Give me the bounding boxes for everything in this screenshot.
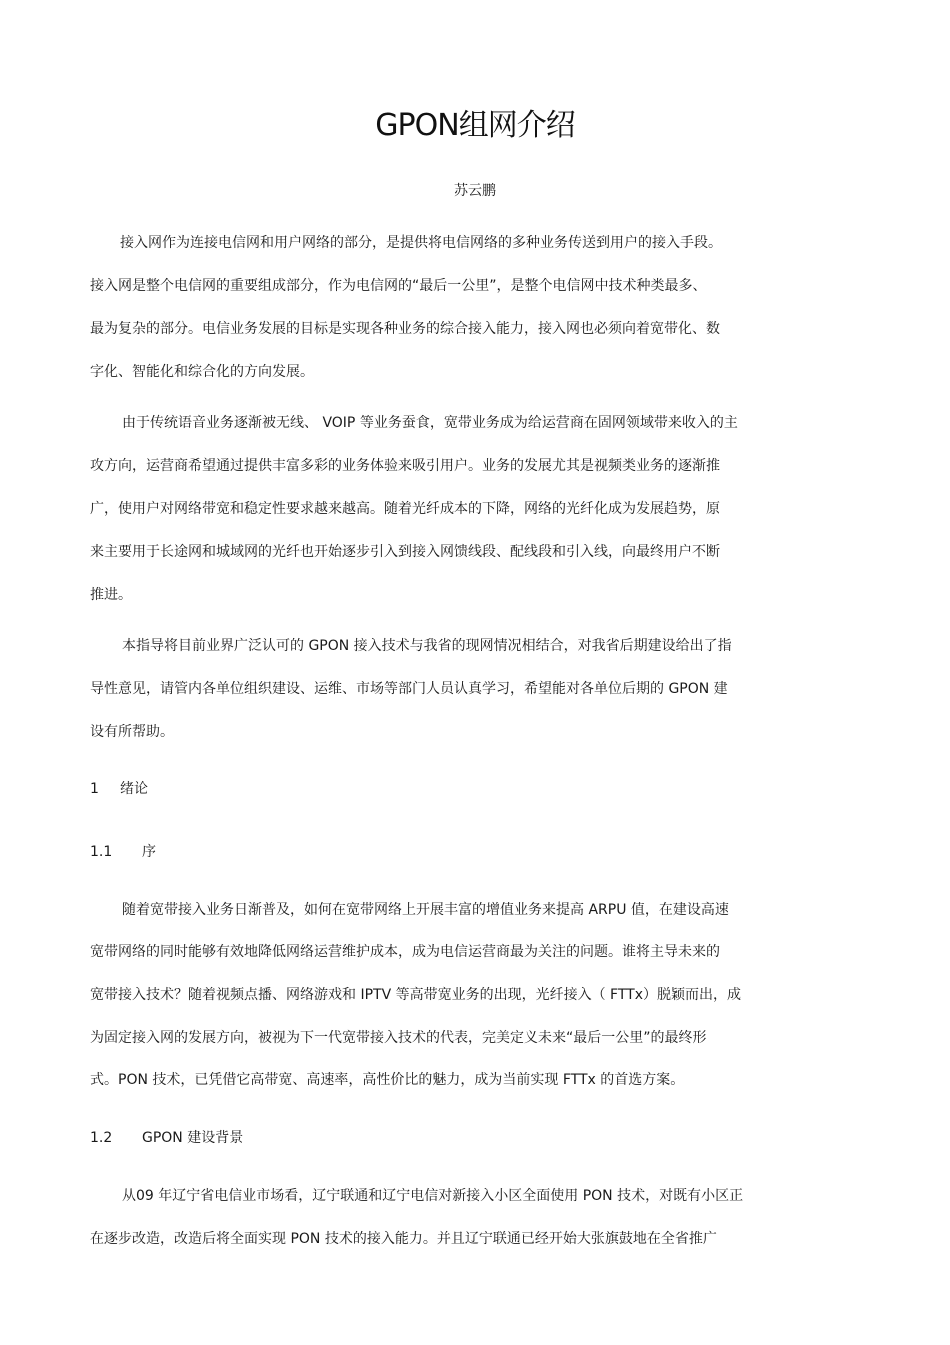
- paragraph-line: 式。PON 技术，已凭借它高带宽、高速率，高性价比的魅力，成为当前实现 FTTx 的首选方案。: [90, 1072, 685, 1088]
- paragraph-line: 随着宽带接入业务日渐普及，如何在宽带网络上开展丰富的增值业务来提高 ARPU 值，在建设高速: [122, 902, 729, 918]
- paragraph-line: 宽带网络的同时能够有效地降低网络运营维护成本，成为电信运营商最为关注的问题。谁将主导未来的: [90, 944, 720, 960]
- paragraph-line: 由于传统语音业务逐渐被无线、 VOIP 等业务蚕食，宽带业务成为给运营商在固网领域带来收入的主: [122, 415, 738, 431]
- subsection-heading: [90, 842, 156, 862]
- section-title: GPON 建设背景: [142, 1130, 244, 1146]
- document-author: 苏云鹏: [454, 183, 496, 199]
- paragraph-line: 最为复杂的部分。电信业务发展的目标是实现各种业务的综合接入能力，接入网也必须向着宽带化、数: [90, 321, 720, 337]
- section-number: 1: [90, 781, 99, 797]
- paragraph-line: 为固定接入网的发展方向，被视为下一代宽带接入技术的代表，完美定义未来“最后一公里”的最终形: [90, 1030, 707, 1046]
- section-number: 1.2: [90, 1130, 113, 1146]
- paragraph-line: 本指导将目前业界广泛认可的 GPON 接入技术与我省的现网情况相结合，对我省后期建设给出了指: [122, 638, 732, 654]
- document-title: GPON组网介绍: [375, 108, 575, 143]
- paragraph-line: 从09 年辽宁省电信业市场看，辽宁联通和辽宁电信对新接入小区全面使用 PON 技术，对既有小区正: [122, 1188, 744, 1204]
- paragraph-line: 推进。: [90, 587, 132, 603]
- section-title: 序: [142, 844, 156, 860]
- paragraph-line: 在逐步改造，改造后将全面实现 PON 技术的接入能力。并且辽宁联通已经开始大张旗鼓地在全省推广: [90, 1231, 717, 1247]
- subsection-heading: [90, 1128, 243, 1148]
- section-heading: [90, 779, 148, 799]
- paragraph-line: 接入网是整个电信网的重要组成部分，作为电信网的“最后一公里”，是整个电信网中技术种类最多、: [90, 278, 707, 294]
- paragraph-line: 设有所帮助。: [90, 724, 174, 740]
- paragraph-line: 广，使用户对网络带宽和稳定性要求越来越高。随着光纤成本的下降，网络的光纤化成为发展趋势，原: [90, 501, 720, 517]
- paragraph-line: 导性意见，请管内各单位组织建设、运维、市场等部门人员认真学习，希望能对各单位后期的 GPON 建: [90, 681, 728, 697]
- paragraph-line: 宽带接入技术？随着视频点播、网络游戏和 IPTV 等高带宽业务的出现，光纤接入（ FTTx）脱颖而出，成: [90, 987, 741, 1003]
- paragraph-line: 来主要用于长途网和城域网的光纤也开始逐步引入到接入网馈线段、配线段和引入线，向最终用户不断: [90, 544, 720, 560]
- section-title: 绪论: [120, 781, 148, 797]
- paragraph-line: 字化、智能化和综合化的方向发展。: [90, 364, 314, 380]
- paragraph-line: 接入网作为连接电信网和用户网络的部分，是提供将电信网络的多种业务传送到用户的接入手段。: [120, 235, 722, 251]
- paragraph-line: 攻方向，运营商希望通过提供丰富多彩的业务体验来吸引用户。业务的发展尤其是视频类业务的逐渐推: [90, 458, 720, 474]
- section-number: 1.1: [90, 844, 113, 860]
